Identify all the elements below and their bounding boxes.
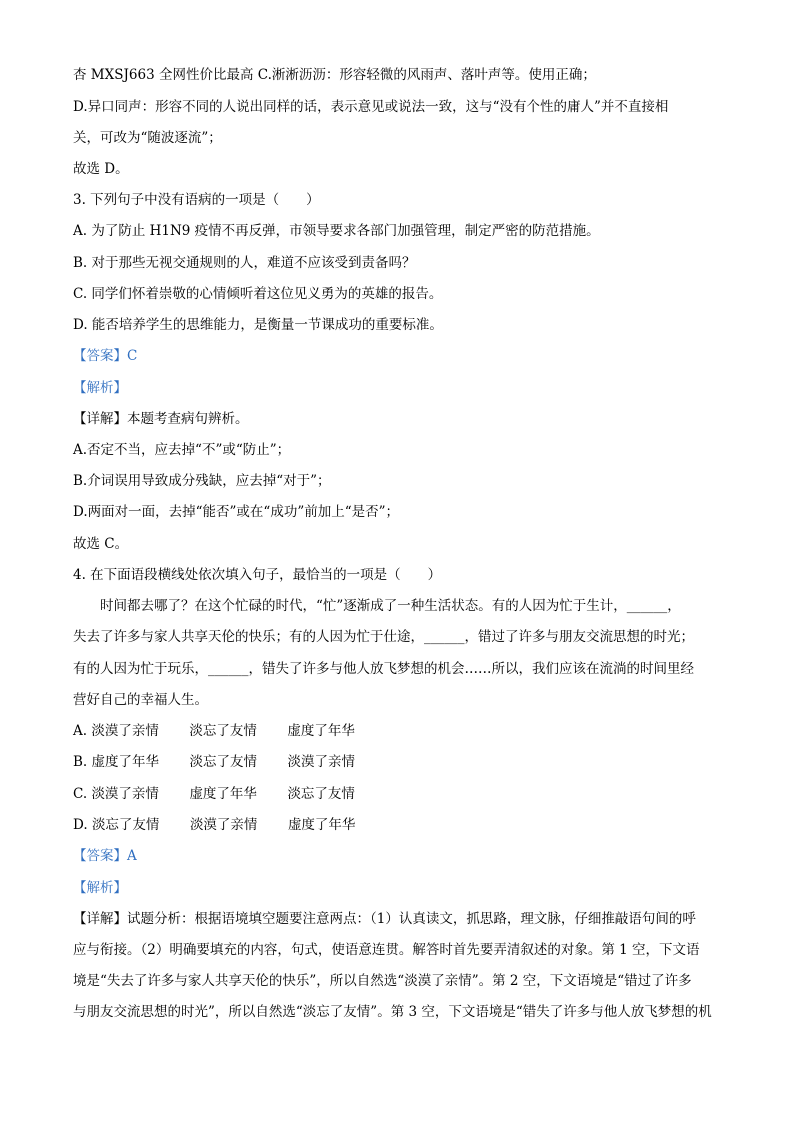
passage-line: 营好自己的幸福人生。 — [73, 692, 208, 708]
option-item: 虚度了年华 — [287, 817, 356, 833]
passage-line: 失去了许多与家人共享天伦的快乐；有的人因为忙于仕途，______，错过了许多与朋友交流思想的时光； — [73, 629, 694, 645]
option-item: 淡忘了友情 — [91, 817, 160, 833]
option-item: 虚度了年华 — [287, 723, 355, 739]
question-4-stem: 4. 在下面语段横线处依次填入句子，最恰当的一项是（ ） — [73, 567, 442, 583]
option-item: 淡漠了亲情 — [91, 723, 159, 739]
option-item: 淡漠了亲情 — [287, 754, 356, 770]
passage-line: 时间都去哪了？在这个忙碌的时代，“忙”逐渐成了一种生活状态。有的人因为忙于生计，______， — [100, 598, 681, 614]
q4-option-d — [73, 816, 355, 834]
text-line: A.否定不当，应去掉“不”或“防止”； — [73, 442, 291, 458]
question-3-stem: 3. 下列句子中没有语病的一项是（ ） — [73, 192, 320, 208]
option-item: 虚度了年华 — [189, 786, 257, 802]
text-line: D.异口同声：形容不同的人说出同样的话，表示意见或说法一致，这与“没有个性的庸人”并不直接相 — [73, 99, 669, 115]
text-line: 故选 D。 — [73, 161, 129, 177]
text-line: D.两面对一面，去掉“能否”或在“成功”前加上“是否”； — [73, 504, 400, 520]
option-item: 淡忘了友情 — [287, 786, 355, 802]
detail-line: 与朋友交流思想的时光”，所以自然选“淡忘了友情”。第 3 空，下文语境是“错失了许多与他人放飞梦想的机 — [73, 1004, 712, 1020]
q3-option-a: A. 为了防止 H1N9 疫情不再反弹，市领导要求各部门加强管理，制定严密的防范措施。 — [73, 223, 600, 239]
option-label: C. — [73, 786, 88, 802]
detail-line: 境是“失去了许多与家人共享天伦的快乐”，所以自然选“淡漠了亲情”。第 2 空，下文语境是“错过了许多 — [73, 973, 692, 989]
text-line: 杏 MXSJ663 全网性价比最高 C.淅淅沥沥：形容轻微的风雨声、落叶声等。使用正确； — [73, 67, 596, 83]
q3-option-d: D. 能否培养学生的思维能力，是衡量一节课成功的重要标准。 — [73, 317, 443, 333]
q4-option-b — [73, 753, 355, 771]
option-item: 淡忘了友情 — [189, 754, 258, 770]
q4-option-c — [73, 785, 355, 803]
option-item: 淡忘了友情 — [189, 723, 257, 739]
analysis-tag: 【解析】 — [73, 380, 127, 396]
option-label: D. — [73, 817, 88, 833]
q3-option-b: B. 对于那些无视交通规则的人，难道不应该受到责备吗？ — [73, 255, 416, 271]
analysis-tag: 【解析】 — [73, 880, 127, 896]
detail-line: 【详解】试题分析：根据语境填空题要注意两点：（1）认真读文，抓思路，理文脉，仔细推敲语句间的呼 — [73, 911, 696, 927]
option-label: A. — [73, 723, 88, 739]
text-line: B.介词误用导致成分残缺，应去掉“对于”； — [73, 473, 331, 489]
text-line: 关，可改为“随波逐流”； — [73, 130, 222, 146]
text-line: 故选 C。 — [73, 536, 129, 552]
detail-line: 应与衔接。（2）明确要填充的内容，句式，使语意连贯。解答时首先要弄清叙述的对象。第 1 空，下文语 — [73, 942, 700, 958]
option-item: 虚度了年华 — [91, 754, 160, 770]
q3-option-c: C. 同学们怀着崇敬的心情倾听着这位见义勇为的英雄的报告。 — [73, 286, 443, 302]
passage-line: 有的人因为忙于玩乐，______，错失了许多与他人放飞梦想的机会……所以，我们应该在流淌的时间里经 — [73, 661, 694, 677]
option-label: B. — [73, 754, 88, 770]
q4-option-a — [73, 722, 355, 740]
option-item: 淡漠了亲情 — [189, 817, 258, 833]
answer-tag: 【答案】A — [73, 848, 137, 864]
detail-line: 【详解】本题考查病句辨析。 — [73, 411, 249, 427]
option-item: 淡漠了亲情 — [91, 786, 159, 802]
answer-tag: 【答案】C — [73, 348, 138, 364]
